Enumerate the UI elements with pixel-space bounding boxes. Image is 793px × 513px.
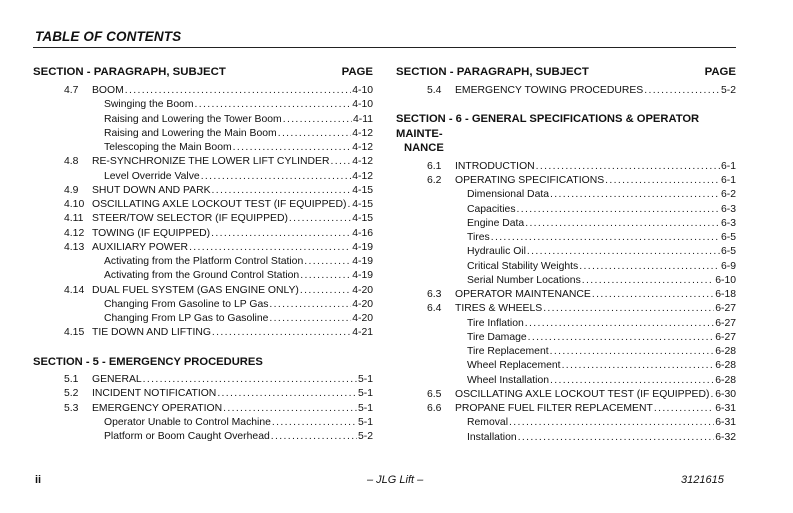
toc-entry-title: [92, 402, 373, 416]
dot-leader: [278, 127, 352, 141]
toc-entry-page: 5-1: [357, 402, 373, 414]
dot-leader: [644, 84, 720, 98]
dot-leader: [518, 431, 715, 445]
toc-entry[interactable]: [396, 260, 736, 274]
toc-entry-page: 6-10: [715, 274, 736, 286]
dot-leader: [269, 312, 351, 326]
toc-entry-title: [455, 288, 736, 302]
toc-entry-page: 6-3: [720, 217, 736, 229]
dot-leader: [300, 269, 351, 283]
toc-entry-title: [455, 160, 736, 174]
toc-entry-text: Operator Unable to Control Machine: [104, 416, 272, 430]
dot-leader: [300, 284, 351, 298]
toc-entry-page: 6-3: [720, 203, 736, 215]
toc-entry-number: 4.13: [64, 241, 85, 253]
toc-entry[interactable]: [33, 227, 373, 241]
toc-entry-page: 5-1: [357, 388, 373, 400]
toc-entry-title: [92, 212, 373, 226]
toc-entry-number: 6.4: [427, 303, 442, 315]
toc-entry[interactable]: [396, 317, 736, 331]
toc-entry-page: 4-19: [352, 241, 373, 253]
toc-entry-title: [467, 203, 736, 217]
toc-entry-text: Raising and Lowering the Main Boom: [104, 127, 278, 141]
section-spacer: [396, 98, 736, 112]
dot-leader: [289, 212, 351, 226]
toc-entry-title: [467, 359, 736, 373]
toc-entry-page: 5-2: [720, 85, 736, 96]
toc-entry-number: 4.15: [64, 327, 85, 339]
column-header: [396, 64, 736, 84]
toc-entry-list: [396, 84, 736, 445]
toc-entry[interactable]: [396, 416, 736, 430]
toc-entry[interactable]: [33, 312, 373, 326]
dot-leader: [509, 416, 714, 430]
toc-entry-text: EMERGENCY TOWING PROCEDURES: [455, 84, 644, 98]
toc-entry-title: [467, 345, 736, 359]
dot-leader: [525, 317, 714, 331]
toc-entry-text: Tire Damage: [467, 331, 528, 345]
toc-entry-text: GENERAL: [92, 373, 143, 387]
toc-entry[interactable]: [33, 98, 373, 112]
dot-leader: [562, 359, 715, 373]
toc-entry[interactable]: [33, 255, 373, 269]
toc-entry-page: 5-1: [357, 374, 373, 385]
toc-entry-text: OSCILLATING AXLE LOCKOUT TEST (IF EQUIPPED): [455, 388, 710, 402]
toc-entry-number: 5.4: [427, 85, 442, 96]
toc-entry-text: Changing From Gasoline to LP Gas: [104, 298, 269, 312]
toc-entry-number: 4.11: [64, 213, 84, 225]
toc-entry-text: Dimensional Data: [467, 188, 550, 202]
toc-entry-text: INTRODUCTION: [455, 160, 536, 174]
toc-entry-page: 6-9: [720, 260, 736, 272]
toc-entry-text: Tires: [467, 231, 491, 245]
dot-leader: [283, 113, 352, 127]
toc-entry-title: [104, 269, 373, 283]
toc-entry-text: EMERGENCY OPERATION: [92, 402, 223, 416]
dot-leader: [233, 141, 352, 155]
toc-entry-text: Tire Replacement: [467, 345, 550, 359]
toc-entry-title: [104, 430, 373, 444]
section-heading: NANCE: [404, 142, 444, 155]
toc-entry-text: Hydraulic Oil: [467, 245, 527, 259]
toc-entry-text: AUXILIARY POWER: [92, 241, 189, 255]
dot-leader: [527, 245, 720, 259]
toc-entry-text: Swinging the Boom: [104, 98, 195, 112]
toc-entry[interactable]: [33, 113, 373, 127]
toc-entry[interactable]: [33, 298, 373, 312]
toc-entry-page: 4-12: [352, 142, 373, 153]
section-spacer: [33, 341, 373, 355]
toc-entry-title: [104, 127, 373, 141]
dot-leader: [125, 84, 351, 98]
toc-entry-title: [104, 312, 373, 326]
toc-entry-title: [467, 431, 736, 445]
dot-leader: [491, 231, 720, 245]
toc-entry-page: 5-2: [357, 431, 373, 442]
toc-entry-page: 4-12: [352, 127, 373, 139]
toc-entry[interactable]: [33, 155, 373, 169]
toc-entry-text: BOOM: [92, 84, 125, 98]
toc-entry-text: OSCILLATING AXLE LOCKOUT TEST (IF EQUIPPED): [92, 198, 347, 212]
column-header-page: PAGE: [704, 66, 736, 78]
toc-entry-title: [104, 141, 373, 155]
toc-entry-page: 6-28: [715, 374, 736, 386]
toc-entry[interactable]: [396, 84, 736, 98]
toc-entry-page: 4-20: [352, 313, 373, 324]
toc-entry[interactable]: [396, 217, 736, 231]
toc-entry[interactable]: [396, 402, 736, 416]
toc-entry-title: [92, 155, 373, 169]
toc-entry-text: STEER/TOW SELECTOR (IF EQUIPPED): [92, 212, 289, 226]
toc-entry-page: 4-15: [352, 184, 373, 196]
toc-entry-title: [467, 188, 736, 202]
toc-entry-title: [467, 274, 736, 288]
toc-entry-page: 4-19: [352, 256, 373, 267]
dot-leader: [528, 331, 715, 345]
toc-entry-number: 4.10: [64, 199, 85, 210]
toc-entry-text: Level Override Valve: [104, 170, 201, 184]
toc-entry-title: [92, 284, 373, 298]
toc-entry-page: 4-20: [352, 284, 373, 296]
toc-entry-title: [104, 98, 373, 112]
toc-entry-page: 4-16: [352, 227, 373, 239]
toc-entry-text: Changing From LP Gas to Gasoline: [104, 312, 269, 326]
toc-entry-page: 6-31: [715, 403, 736, 414]
toc-entry-title: [104, 298, 373, 312]
toc-entry[interactable]: [33, 170, 373, 184]
toc-entry[interactable]: [396, 274, 736, 288]
toc-entry-page: 5-1: [357, 416, 373, 428]
toc-entry-number: 4.8: [64, 156, 79, 168]
column-header-page: PAGE: [341, 66, 373, 78]
toc-entry[interactable]: [396, 345, 736, 359]
toc-entry-text: Activating from the Platform Control Station: [104, 255, 304, 269]
toc-entry-text: TOWING (IF EQUIPPED): [92, 227, 211, 241]
toc-entry[interactable]: [33, 212, 373, 226]
toc-entry-page: 6-27: [715, 331, 736, 343]
footer-document-number: 3121615: [681, 474, 724, 486]
toc-entry[interactable]: [33, 430, 373, 444]
toc-entry-text: Wheel Replacement: [467, 359, 562, 373]
toc-entry[interactable]: [33, 241, 373, 255]
toc-entry-number: 6.5: [427, 388, 442, 400]
dot-leader: [189, 241, 351, 255]
toc-entry-number: 6.2: [427, 175, 442, 186]
toc-entry-title: [104, 170, 373, 184]
toc-entry-title: [92, 373, 373, 387]
toc-entry-page: 6-28: [715, 360, 736, 372]
toc-entry-text: Capacities: [467, 203, 517, 217]
toc-entry-title: [92, 241, 373, 255]
toc-entry-text: INCIDENT NOTIFICATION: [92, 387, 217, 401]
toc-entry-text: Raising and Lowering the Tower Boom: [104, 113, 283, 127]
toc-entry-number: 4.12: [64, 227, 85, 239]
toc-entry-number: 5.3: [64, 402, 79, 414]
column-header-subject: SECTION - PARAGRAPH, SUBJECT: [396, 66, 589, 78]
toc-entry-page: 4-10: [352, 99, 373, 111]
column-header: [33, 64, 373, 84]
toc-entry-page: 6-30: [715, 388, 736, 400]
section-heading: SECTION - 5 - EMERGENCY PROCEDURES: [33, 355, 263, 368]
page-title: TABLE OF CONTENTS: [35, 29, 182, 44]
toc-entry-title: [92, 84, 373, 98]
toc-entry-page: 6-27: [715, 317, 736, 329]
toc-entry-page: 4-12: [352, 170, 373, 182]
toc-entry-title: [467, 217, 736, 231]
toc-entry-title: [467, 416, 736, 430]
toc-entry-text: TIRES & WHEELS: [455, 302, 543, 316]
toc-entry-text: Removal: [467, 416, 509, 430]
dot-leader: [550, 374, 714, 388]
toc-entry[interactable]: [33, 198, 373, 212]
toc-entry[interactable]: [33, 373, 373, 387]
dot-leader: [143, 373, 357, 387]
toc-entry-page: 4-15: [352, 199, 373, 210]
toc-entry-number: 4.9: [64, 184, 79, 196]
toc-entry-page: 4-11: [352, 113, 373, 125]
toc-entry-page: 4-12: [352, 156, 373, 168]
toc-entry-text: Serial Number Locations: [467, 274, 582, 288]
dot-leader: [211, 227, 351, 241]
toc-entry[interactable]: [33, 402, 373, 416]
title-rule: [33, 47, 736, 48]
toc-entry-title: [104, 416, 373, 430]
toc-entry[interactable]: [33, 269, 373, 283]
toc-entry-number: 6.1: [427, 160, 442, 172]
dot-leader: [536, 160, 720, 174]
toc-entry[interactable]: [396, 174, 736, 188]
dot-leader: [212, 184, 352, 198]
toc-entry-page: 6-27: [715, 303, 736, 315]
toc-entry-title: [92, 326, 373, 340]
toc-entry-page: 6-2: [720, 189, 736, 201]
toc-entry-page: 6-1: [720, 175, 736, 186]
toc-entry-title: [92, 184, 373, 198]
toc-entry[interactable]: [396, 231, 736, 245]
dot-leader: [269, 298, 351, 312]
toc-entry-number: 5.1: [64, 374, 79, 385]
toc-entry-title: [467, 331, 736, 345]
toc-entry-text: Platform or Boom Caught Overhead: [104, 430, 271, 444]
section-heading: SECTION - 6 - GENERAL SPECIFICATIONS & OPERATOR MAINTE-: [396, 113, 700, 140]
dot-leader: [195, 98, 352, 112]
dot-leader: [272, 416, 357, 430]
toc-entry-text: DUAL FUEL SYSTEM (GAS ENGINE ONLY): [92, 284, 300, 298]
toc-entry[interactable]: [396, 160, 736, 174]
toc-entry-title: [467, 245, 736, 259]
dot-leader: [582, 274, 714, 288]
dot-leader: [223, 402, 357, 416]
dot-leader: [605, 174, 720, 188]
dot-leader: [517, 203, 720, 217]
toc-entry-title: [92, 387, 373, 401]
toc-entry[interactable]: [33, 84, 373, 98]
toc-entry-text: OPERATING SPECIFICATIONS: [455, 174, 605, 188]
left-column: [33, 64, 373, 444]
dot-leader: [217, 387, 357, 401]
toc-entry[interactable]: [33, 326, 373, 340]
toc-entry-page: 6-1: [720, 160, 736, 172]
toc-entry-title: [455, 388, 736, 402]
dot-leader: [550, 188, 720, 202]
dot-leader: [654, 402, 714, 416]
footer-brand: – JLG Lift –: [367, 474, 424, 486]
toc-entry[interactable]: [33, 284, 373, 298]
toc-entry-number: 5.2: [64, 388, 79, 400]
toc-entry-text: Engine Data: [467, 217, 525, 231]
toc-entry-page: 6-31: [715, 417, 736, 429]
footer-page-number: ii: [35, 474, 42, 486]
toc-entry[interactable]: [33, 184, 373, 198]
toc-entry[interactable]: [396, 302, 736, 316]
toc-entry[interactable]: [396, 331, 736, 345]
toc-entry-number: 6.3: [427, 289, 442, 300]
dot-leader: [579, 260, 720, 274]
toc-entry[interactable]: [396, 431, 736, 445]
toc-entry-text: Telescoping the Main Boom: [104, 141, 233, 155]
toc-entry-page: 6-32: [715, 431, 736, 443]
column-header-subject: SECTION - PARAGRAPH, SUBJECT: [33, 66, 226, 78]
toc-entry-title: [455, 84, 736, 98]
dot-leader: [201, 170, 352, 184]
toc-entry-title: [455, 402, 736, 416]
toc-entry-title: [455, 174, 736, 188]
toc-entry-title: [455, 302, 736, 316]
toc-entry-number: 4.7: [64, 85, 79, 96]
toc-entry[interactable]: [33, 141, 373, 155]
toc-entry-text: Activating from the Ground Control Station: [104, 269, 300, 283]
toc-entry-text: Wheel Installation: [467, 374, 550, 388]
toc-entry-text: SHUT DOWN AND PARK: [92, 184, 212, 198]
toc-entry-title: [467, 260, 736, 274]
toc-entry-number: 4.14: [64, 284, 85, 296]
toc-entry-title: [104, 255, 373, 269]
toc-entry-text: Critical Stability Weights: [467, 260, 579, 274]
toc-entry-text: RE-SYNCHRONIZE THE LOWER LIFT CYLINDER: [92, 155, 330, 169]
toc-entry[interactable]: [396, 245, 736, 259]
dot-leader: [212, 326, 351, 340]
toc-entry-page: 4-15: [352, 213, 373, 225]
toc-entry-text: PROPANE FUEL FILTER REPLACEMENT: [455, 402, 654, 416]
toc-entry[interactable]: [396, 359, 736, 373]
toc-entry-text: OPERATOR MAINTENANCE: [455, 288, 592, 302]
toc-entry-page: 4-10: [352, 85, 373, 96]
toc-entry-page: 6-5: [720, 232, 736, 243]
toc-entry-page: 6-5: [720, 246, 736, 258]
dot-leader: [525, 217, 720, 231]
dot-leader: [330, 155, 351, 169]
toc-entry[interactable]: [33, 387, 373, 401]
toc-entry-text: TIE DOWN AND LIFTING: [92, 326, 212, 340]
dot-leader: [271, 430, 357, 444]
dot-leader: [304, 255, 351, 269]
toc-entry-page: 6-18: [715, 289, 736, 300]
toc-entry[interactable]: [396, 374, 736, 388]
right-column: [396, 64, 736, 445]
toc-entry-title: [467, 317, 736, 331]
dot-leader: [543, 302, 714, 316]
toc-entry[interactable]: [396, 288, 736, 302]
toc-entry-title: [92, 198, 373, 212]
toc-entry[interactable]: [396, 203, 736, 217]
toc-entry-title: [467, 231, 736, 245]
toc-entry-page: 6-28: [715, 346, 736, 357]
toc-entry-page: 4-21: [352, 327, 373, 339]
toc-entry-text: Installation: [467, 431, 518, 445]
dot-leader: [592, 288, 714, 302]
toc-entry[interactable]: [33, 416, 373, 430]
toc-entry-page: 4-20: [352, 298, 373, 310]
toc-entry-title: [92, 227, 373, 241]
toc-entry-number: 6.6: [427, 403, 442, 414]
dot-leader: [550, 345, 715, 359]
toc-entry-title: [467, 374, 736, 388]
toc-entry-text: Tire Inflation: [467, 317, 525, 331]
toc-entry-list: [33, 84, 373, 444]
toc-entry-title: [104, 113, 373, 127]
toc-entry[interactable]: [33, 127, 373, 141]
toc-entry[interactable]: [396, 388, 736, 402]
toc-entry[interactable]: [396, 188, 736, 202]
toc-entry-page: 4-19: [352, 270, 373, 282]
